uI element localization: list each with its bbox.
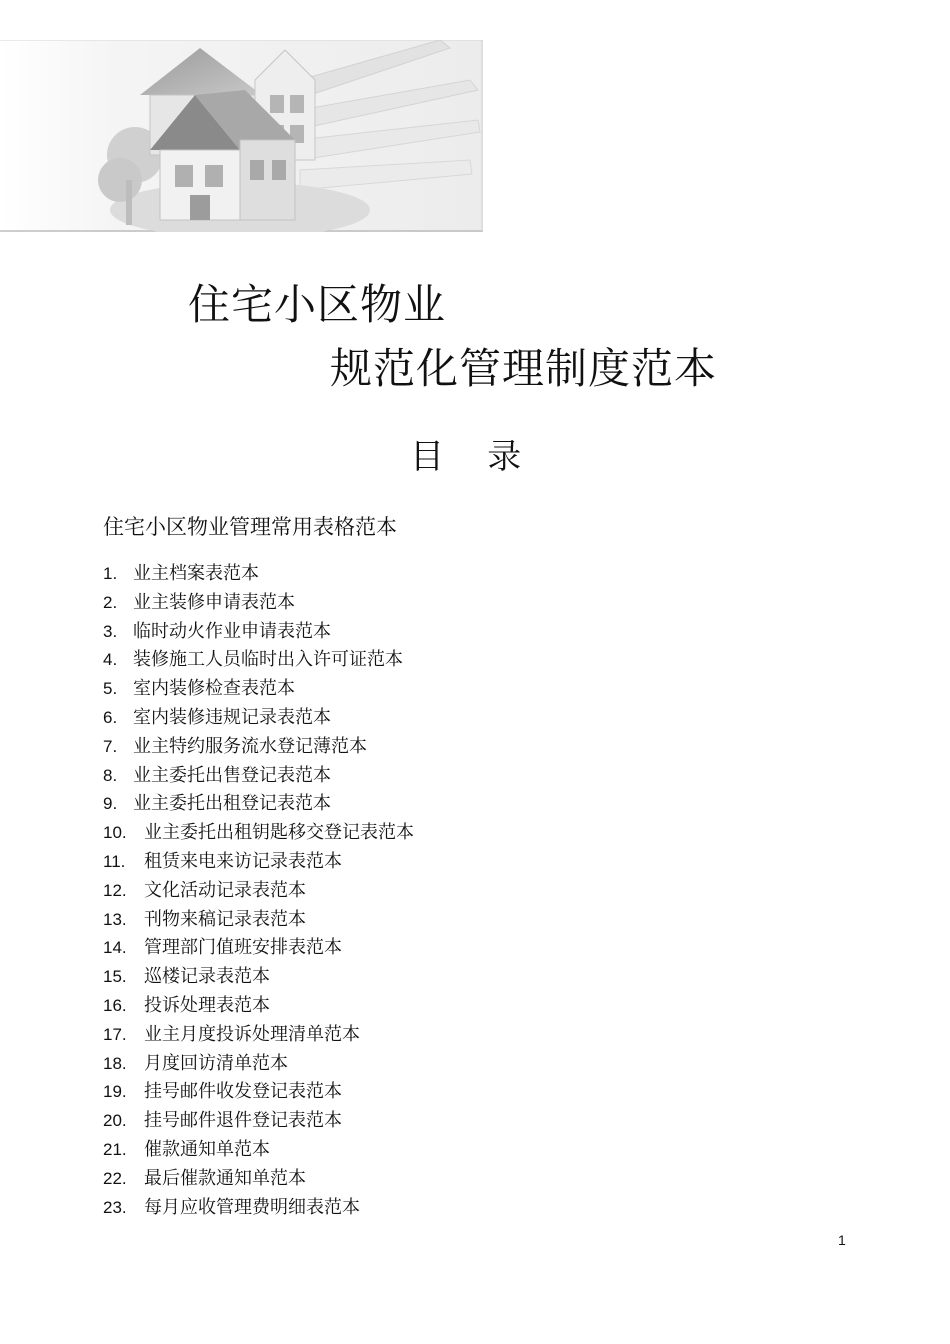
toc-item-number: 8. <box>103 765 118 785</box>
document-title-line1: 住宅小区物业 <box>188 280 447 329</box>
toc-item <box>103 733 414 762</box>
toc-item-text: 业主档案表范本 <box>133 563 259 584</box>
toc-item-text: 业主委托出租登记表范本 <box>133 793 331 815</box>
toc-item-number: 11. <box>103 851 126 871</box>
toc-item-text: 挂号邮件退件登记表范本 <box>144 1110 342 1132</box>
toc-item-number: 9. <box>103 794 118 814</box>
toc-item-number: 7. <box>103 736 118 756</box>
toc-item-number: 14. <box>103 938 127 958</box>
toc-item-text: 挂号邮件收发登记表范本 <box>144 1081 342 1103</box>
toc-item-number: 22. <box>103 1168 127 1188</box>
toc-item-text: 业主特约服务流水登记薄范本 <box>133 735 367 757</box>
toc-item-text: 投诉处理表范本 <box>144 994 270 1016</box>
toc-item <box>103 1021 414 1050</box>
house-illustration <box>0 40 483 232</box>
toc-item <box>103 906 414 935</box>
toc-item-text: 临时动火作业申请表范本 <box>133 620 331 642</box>
toc-item-text: 室内装修违规记录表范本 <box>133 706 331 728</box>
toc-item-text: 文化活动记录表范本 <box>144 879 306 901</box>
toc-item-text: 室内装修检查表范本 <box>133 678 295 700</box>
toc-item <box>103 762 414 791</box>
toc-item-text: 月度回访清单范本 <box>144 1052 288 1074</box>
toc-item-text: 刊物来稿记录表范本 <box>144 908 306 930</box>
toc-item <box>103 1194 414 1223</box>
toc-item <box>103 1136 414 1165</box>
toc-item-number: 12. <box>103 880 127 900</box>
toc-heading: 目 录 <box>410 437 522 477</box>
toc-item-number: 15. <box>103 967 127 987</box>
toc-list <box>103 560 414 1222</box>
toc-item-number: 10. <box>103 823 127 843</box>
toc-item-number: 6. <box>103 707 118 727</box>
toc-item-number: 19. <box>103 1082 127 1102</box>
toc-item <box>103 675 414 704</box>
toc-item-number: 21. <box>103 1139 127 1159</box>
toc-item <box>103 560 414 589</box>
toc-item <box>103 992 414 1021</box>
toc-item <box>103 819 414 848</box>
toc-item-text: 装修施工人员临时出入许可证范本 <box>133 649 403 671</box>
toc-item-number: 17. <box>103 1024 127 1044</box>
toc-item-number: 23. <box>103 1197 127 1217</box>
toc-item <box>103 618 414 647</box>
toc-item-text: 业主装修申请表范本 <box>133 591 295 613</box>
toc-item <box>103 963 414 992</box>
toc-item-text: 催款通知单范本 <box>144 1138 270 1160</box>
toc-item-text: 业主委托出售登记表范本 <box>133 764 331 786</box>
toc-item <box>103 790 414 819</box>
page-number: 1 <box>838 1232 846 1248</box>
toc-item <box>103 704 414 733</box>
toc-item-number: 4. <box>103 650 118 670</box>
toc-item <box>103 1165 414 1194</box>
toc-item <box>103 589 414 618</box>
toc-item-number: 2. <box>103 592 118 612</box>
toc-item-text: 管理部门值班安排表范本 <box>144 937 342 959</box>
toc-item <box>103 1107 414 1136</box>
toc-item-number: 13. <box>103 909 127 929</box>
toc-item-text: 每月应收管理费明细表范本 <box>144 1196 360 1218</box>
toc-item <box>103 848 414 877</box>
document-title-line2: 规范化管理制度范本 <box>330 344 718 393</box>
toc-item-text: 巡楼记录表范本 <box>144 966 270 988</box>
toc-item-text: 业主委托出租钥匙移交登记表范本 <box>144 822 414 844</box>
toc-item-text: 租赁来电来访记录表范本 <box>144 850 342 872</box>
toc-item-number: 20. <box>103 1111 127 1131</box>
toc-item <box>103 1050 414 1079</box>
toc-item-text: 最后催款通知单范本 <box>144 1167 306 1189</box>
toc-item-number: 5. <box>103 679 118 699</box>
section-title: 住宅小区物业管理常用表格范本 <box>103 515 397 539</box>
toc-item-text: 业主月度投诉处理清单范本 <box>144 1023 360 1045</box>
toc-item <box>103 646 414 675</box>
toc-item <box>103 877 414 906</box>
toc-item <box>103 1078 414 1107</box>
toc-item-number: 18. <box>103 1053 127 1073</box>
toc-item-number: 1. <box>103 564 118 583</box>
toc-item <box>103 934 414 963</box>
toc-item-number: 3. <box>103 621 118 641</box>
toc-item-number: 16. <box>103 995 127 1015</box>
